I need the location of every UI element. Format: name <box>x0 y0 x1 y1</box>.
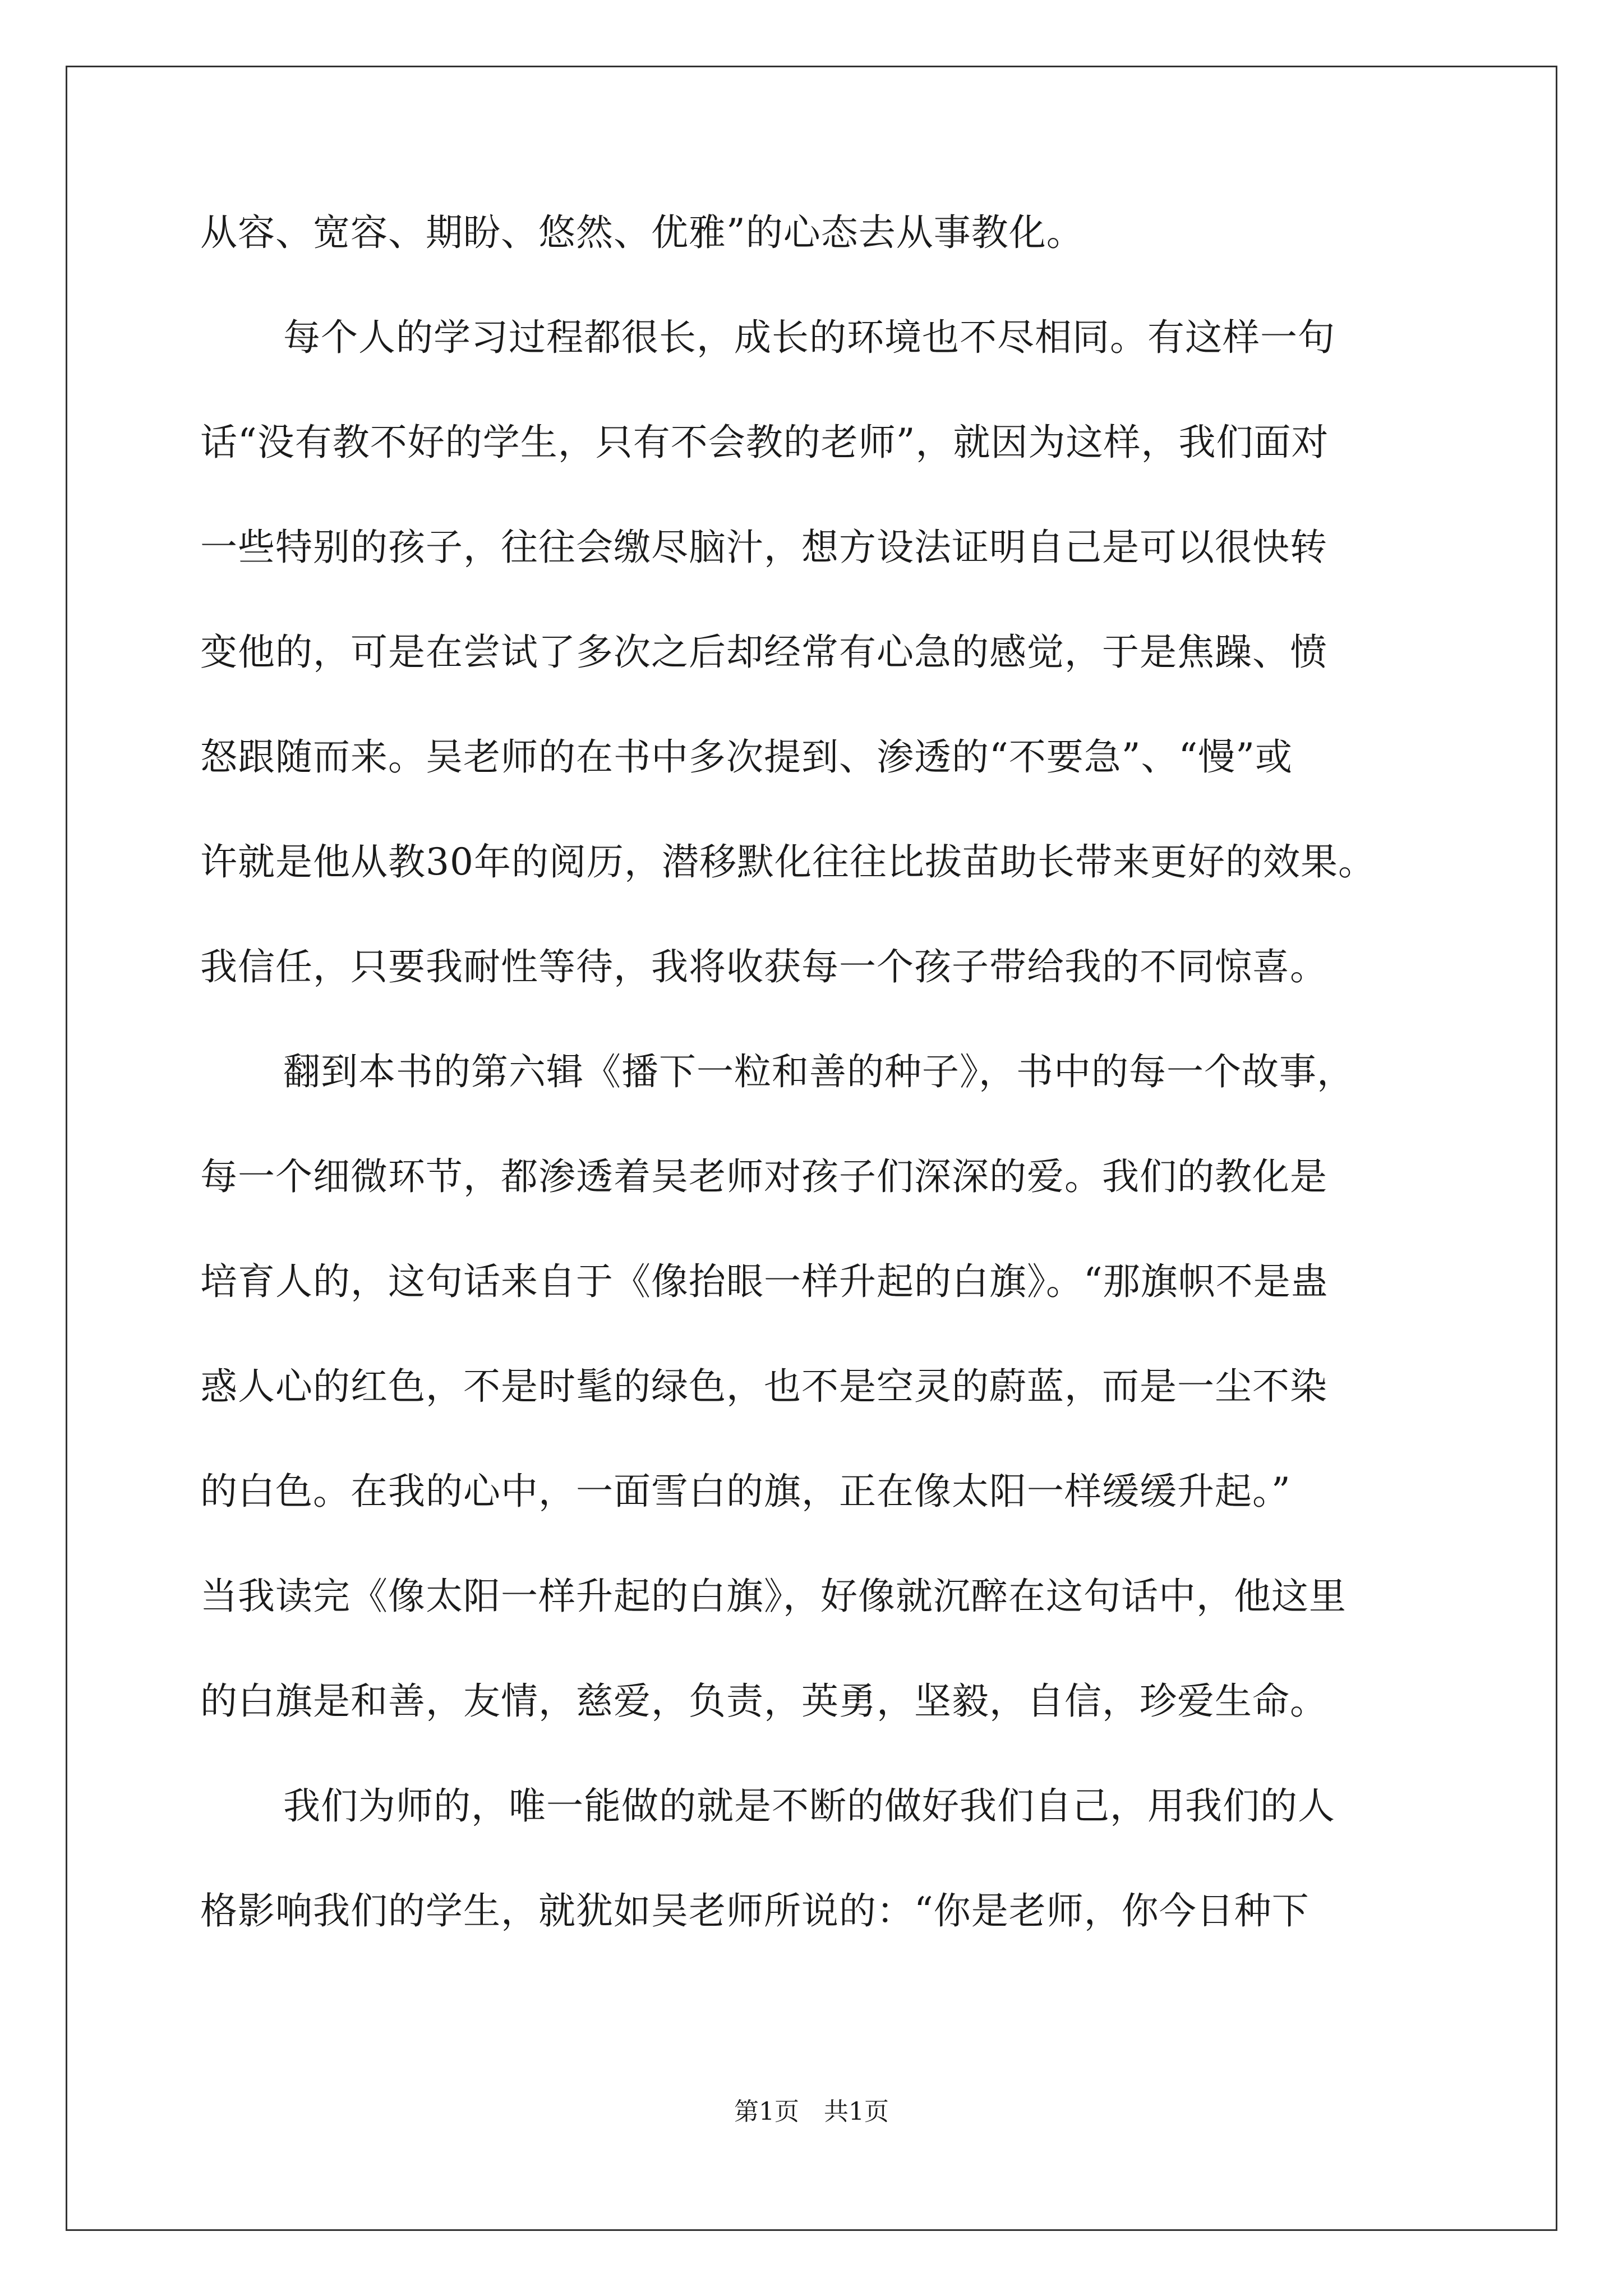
text-line: 培育人的，这句话来自于《像抬眼一样升起的白旗》。“那旗帜不是蛊 <box>200 1260 1329 1303</box>
text-line: 格影响我们的学生，就犹如吴老师所说的：“你是老师，你今日种下 <box>200 1889 1310 1932</box>
text-line: 一些特别的孩子，往往会缴尽脑汁，想方设法证明自己是可以很快转 <box>200 526 1327 569</box>
paragraph-start-line: 我们为师的，唯一能做的就是不断的做好我们自己，用我们的人 <box>283 1784 1335 1828</box>
text-line: 许就是他从教30年的阅历，潜移默化往往比拔苗助长带来更好的效果。 <box>200 840 1376 884</box>
text-line: 当我读完《像太阳一样升起的白旗》，好像就沉醉在这句话中，他这里 <box>200 1575 1347 1618</box>
text-line: 从容、宽容、期盼、悠然、优雅”的心态去从事教化。 <box>200 211 1084 254</box>
text-line: 变他的，可是在尝试了多次之后却经常有心急的感觉，于是焦躁、愤 <box>200 631 1327 674</box>
paragraph-start-line: 每个人的学习过程都很长，成长的环境也不尽相同。有这样一句 <box>283 316 1335 359</box>
text-line: 话“没有教不好的学生，只有不会教的老师”，就因为这样，我们面对 <box>200 421 1329 464</box>
text-line: 的白旗是和善，友情，慈爱，负责，英勇，坚毅，自信，珍爱生命。 <box>200 1680 1327 1723</box>
text-line: 每一个细微环节，都渗透着吴老师对孩子们深深的爱。我们的教化是 <box>200 1155 1327 1198</box>
paragraph-start-line: 翻到本书的第六辑《播下一粒和善的种子》，书中的每一个故事， <box>283 1050 1354 1093</box>
text-line: 我信任，只要我耐性等待，我将收获每一个孩子带给我的不同惊喜。 <box>200 945 1327 988</box>
text-line: 怒跟随而来。吴老师的在书中多次提到、渗透的“不要急”、“慢”或 <box>200 735 1293 779</box>
text-line: 惑人心的红色，不是时髦的绿色，也不是空灵的蔚蓝，而是一尘不染 <box>200 1365 1327 1408</box>
text-line: 的白色。在我的心中，一面雪白的旗，正在像太阳一样缓缓升起。” <box>200 1470 1291 1513</box>
page-number-footer: 第1页 共1页 <box>734 2097 889 2126</box>
